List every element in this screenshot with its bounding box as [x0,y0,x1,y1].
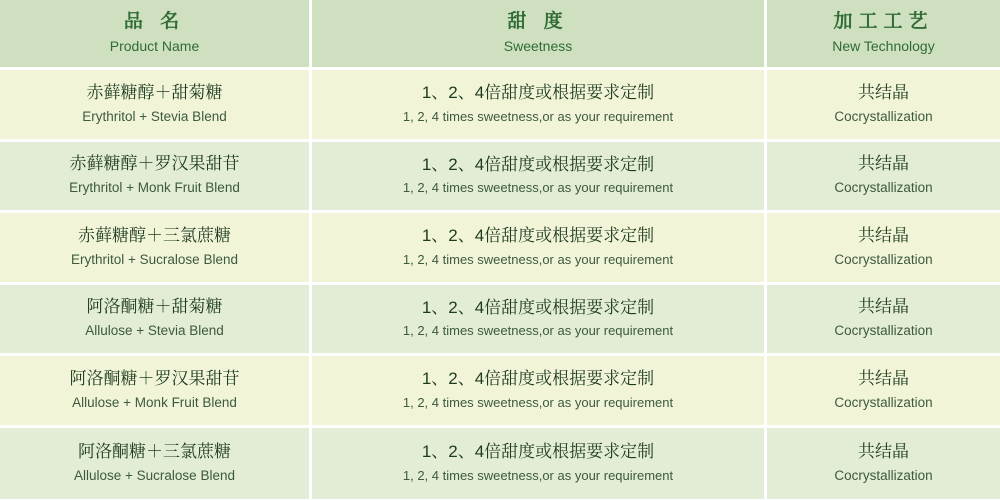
product-name-en: Allulose + Monk Fruit Blend [72,394,237,410]
column-header-technology-en: New Technology [832,38,935,55]
column-header-sweetness [312,0,767,67]
table-row [0,213,1000,285]
table-row [0,142,1000,214]
table-row [0,70,1000,142]
product-name-en: Erythritol + Sucralose Blend [71,251,238,267]
technology-cn: 共结晶 [858,82,909,102]
sweetness-cn: 1、2、4倍甜度或根据要求定制 [421,226,655,246]
column-header-product-name [0,0,312,67]
column-header-technology [767,0,1000,67]
product-name-en: Erythritol + Monk Fruit Blend [69,180,240,196]
technology-cn: 共结晶 [858,368,909,388]
sweetness-cn: 1、2、4倍甜度或根据要求定制 [421,154,655,174]
cell-sweetness [312,285,767,354]
sweetness-en: 1, 2, 4 times sweetness,or as your requirement [402,180,674,196]
sweetness-en: 1, 2, 4 times sweetness,or as your requirement [402,323,674,339]
cell-sweetness [312,356,767,425]
cell-product-name [0,285,312,354]
technology-cn: 共结晶 [858,154,909,174]
cell-product-name [0,70,312,139]
cell-sweetness [312,70,767,139]
sweetness-cn: 1、2、4倍甜度或根据要求定制 [421,297,655,317]
cell-product-name [0,142,312,211]
product-name-cn: 赤藓糖醇＋甜菊糖 [86,82,223,102]
sweetness-cn: 1、2、4倍甜度或根据要求定制 [421,83,655,103]
technology-en: Cocrystallization [834,467,933,483]
table-row [0,428,1000,500]
technology-cn: 共结晶 [858,297,909,317]
sweetness-en: 1, 2, 4 times sweetness,or as your requirement [402,467,674,483]
product-name-en: Erythritol + Stevia Blend [82,108,227,124]
technology-en: Cocrystallization [834,108,933,124]
column-header-product-name-cn: 品 名 [123,10,186,32]
column-header-sweetness-cn: 甜 度 [507,10,569,32]
column-header-sweetness-en: Sweetness [503,38,573,55]
sweetness-en: 1, 2, 4 times sweetness,or as your requirement [402,394,674,410]
sweetness-cn: 1、2、4倍甜度或根据要求定制 [421,442,655,462]
table-header-row [0,0,1000,70]
cell-product-name [0,213,312,282]
column-header-technology-cn: 加工工艺 [833,10,934,32]
sweetness-cn: 1、2、4倍甜度或根据要求定制 [421,369,655,389]
product-name-en: Allulose + Sucralose Blend [74,467,235,483]
cell-technology [767,356,1000,425]
cell-product-name [0,428,312,500]
product-name-cn: 阿洛酮糖＋罗汉果甜苷 [69,368,240,388]
product-name-cn: 赤藓糖醇＋罗汉果甜苷 [69,154,240,174]
technology-en: Cocrystallization [834,394,933,410]
cell-technology [767,285,1000,354]
cell-sweetness [312,142,767,211]
product-name-cn: 阿洛酮糖＋三氯蔗糖 [78,441,231,461]
cell-technology [767,70,1000,139]
technology-cn: 共结晶 [858,225,909,245]
technology-en: Cocrystallization [834,180,933,196]
cell-technology [767,428,1000,500]
product-name-cn: 阿洛酮糖＋甜菊糖 [86,297,223,317]
table-row [0,285,1000,357]
table-row [0,356,1000,428]
technology-cn: 共结晶 [858,441,909,461]
cell-sweetness [312,428,767,500]
cell-technology [767,142,1000,211]
column-header-product-name-en: Product Name [109,38,200,55]
product-name-cn: 赤藓糖醇＋三氯蔗糖 [78,225,231,245]
cell-technology [767,213,1000,282]
technology-en: Cocrystallization [834,251,933,267]
sweetness-en: 1, 2, 4 times sweetness,or as your requirement [402,251,674,267]
cell-product-name [0,356,312,425]
product-name-en: Allulose + Stevia Blend [85,323,224,339]
cell-sweetness [312,213,767,282]
technology-en: Cocrystallization [834,323,933,339]
sweetness-en: 1, 2, 4 times sweetness,or as your requirement [402,108,674,124]
